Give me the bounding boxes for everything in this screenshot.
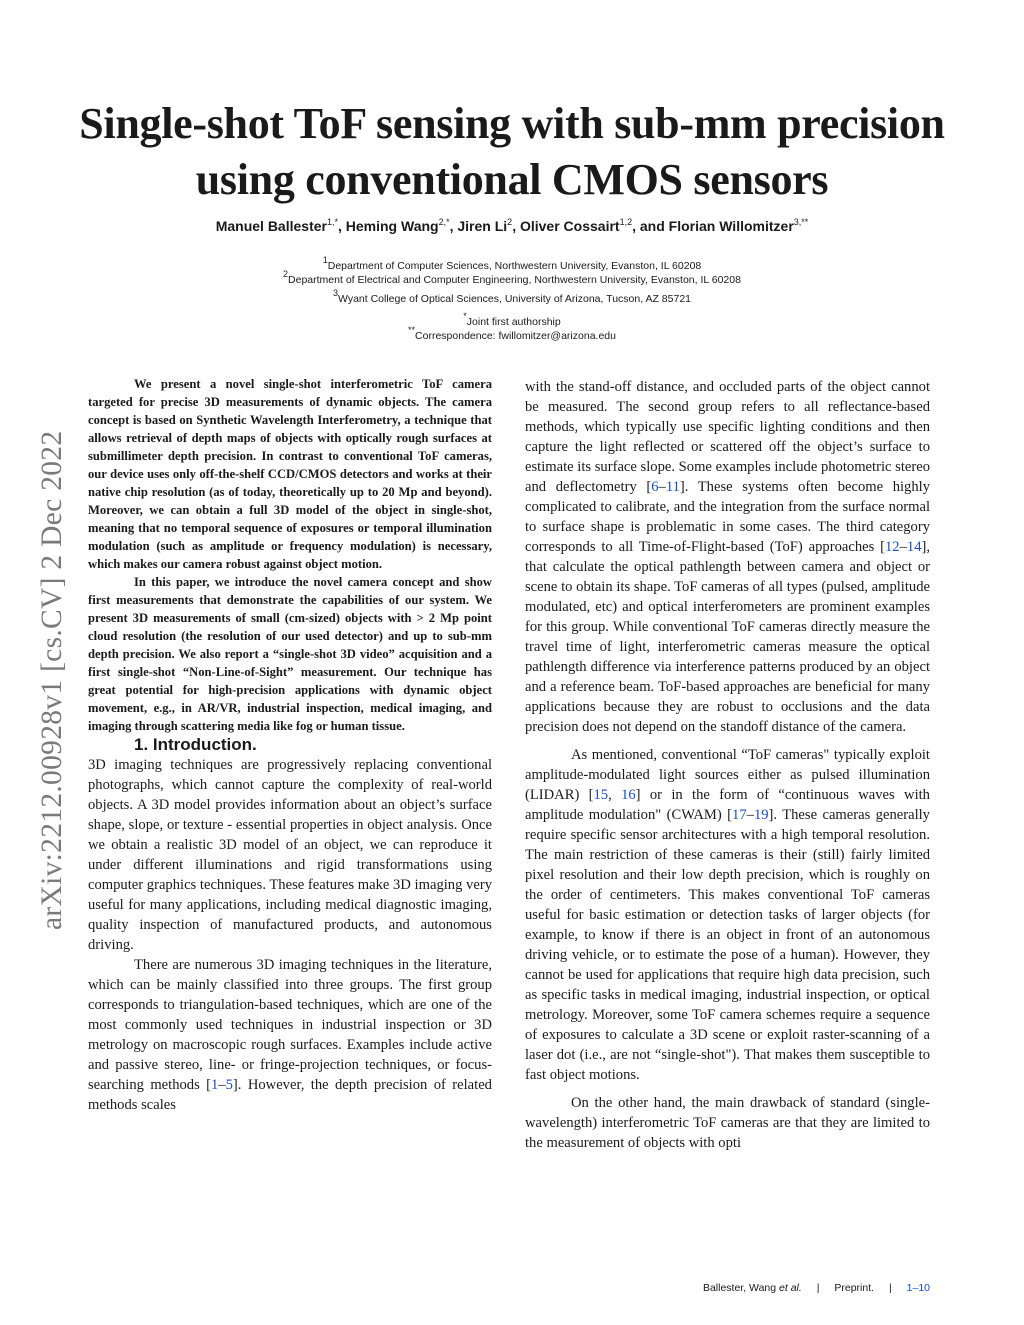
affil-mark: 2 (283, 269, 289, 279)
citation-range-dash: – (218, 1077, 226, 1093)
page-footer (600, 1282, 930, 1294)
paper-title (60, 96, 964, 208)
left-column (88, 375, 492, 1115)
paragraph-text: ], that calculate the optical pathlength between camera and object or scene to obtain its shape. ToF cameras of all types (pulsed, amplitude modulated, etc) and optical interferometers are prominent examples for this group. While conventional ToF cameras directly measure the travel time of light, interferometric cameras measure the optical pathlength difference via interference patterns produced by an object and a reference beam. ToF-based approaches are beneficial for many applications because they are robust to occlusions and the data precision does not depend on the standoff distance of the camera. (525, 539, 930, 735)
affiliation-block-1 (60, 255, 964, 287)
author-name: Oliver Cossairt (519, 218, 620, 234)
abstract (88, 375, 492, 735)
citation-link[interactable]: 5 (225, 1077, 233, 1093)
affil-text: Department of Electrical and Computer Engineering, Northwestern University, Evanston, IL 60208 (288, 274, 741, 286)
author-affil-mark: 2 (507, 217, 513, 227)
affil-text: Department of Computer Sciences, Northwestern University, Evanston, IL 60208 (327, 260, 702, 272)
title-line-2: using conventional CMOS sensors (195, 155, 829, 204)
paragraph-text: ]. These cameras generally require specific sensor architectures with a high temporal resolution. The main restriction of these cameras is their (still) fairly limited pixel resolution and their low depth precision, which is roughly on the order of centimeters. This makes conventional ToF cameras useful for basic estimation or detection tasks of larger objects (for example, to know if there is an object in front of an autonomous driving vehicle, or to estimate the pose of a human). However, they cannot be used for applications that require high data precision, such as specific tasks in medical imaging, industrial inspection, or optical metrology. Moreover, some ToF camera schemes require a sequence of exposures to calculate a 3D scene or exploit raster-scanning of a laser dot (i.e., are not “single-shot"). That makes them susceptible to fast object motions. (525, 807, 930, 1083)
citation-range-dash: – (899, 539, 907, 555)
affiliation-2 (60, 269, 964, 287)
right-paragraph-1 (525, 377, 930, 737)
citation-link[interactable]: 16 (621, 787, 636, 803)
citation-link[interactable]: 11 (665, 479, 680, 495)
note-text: Joint first authorship (466, 316, 561, 328)
paragraph-text: As mentioned, conventional “ToF cameras" typically exploit amplitude-modulated light sources either as pulsed illumination (LIDAR) [ (525, 747, 930, 803)
affiliation-1 (60, 255, 964, 273)
right-paragraph-2 (525, 745, 930, 1085)
citation-range-dash: – (658, 479, 666, 495)
citation-link[interactable]: 12 (885, 539, 900, 555)
author-affil-mark: 1,2 (619, 217, 633, 227)
affiliation-3 (60, 288, 964, 306)
citation-link[interactable]: 6 (651, 479, 659, 495)
citation-link[interactable]: 19 (753, 807, 769, 823)
author-notes (60, 311, 964, 343)
footer-separator: | (816, 1282, 820, 1294)
abstract-paragraph-2: In this paper, we introduce the novel camera concept and show first measurements that demonstrate the capabilities of our system. We present 3D measurements of small (cm-sized) objects with > 2 Mp point cloud resolution (the resolution of our used detector) and up to sub-mm depth precision. We also report a “single-shot 3D video” acquisition and a first single-shot “Non-Line-of-Sight” measurement. Our technique has great potential for high-precision applications with dynamic object movement, e.g., in AR/VR, industrial inspection, medical imaging, and imaging through scattering media like fog or human tissue. (88, 575, 492, 733)
right-paragraph-3: On the other hand, the main drawback of standard (single-wavelength) interferometric ToF cameras are that they are limited to the measurement of objects with opti (525, 1095, 930, 1151)
correspondence-note (60, 325, 964, 343)
citation-range-dash: – (746, 807, 754, 823)
author-name: Heming Wang (345, 218, 439, 234)
footer-authors: Ballester, Wang (702, 1282, 780, 1294)
citation-separator: , (608, 787, 622, 803)
arxiv-stamp: arXiv:2212.00928v1 [cs.CV] 2 Dec 2022 (36, 430, 68, 930)
paragraph-text: ] or in the form of “continuous waves with amplitude modulation" (CWAM) [ (525, 787, 930, 823)
intro-paragraph-2 (88, 955, 492, 1115)
note-mark: ** (408, 325, 416, 335)
affil-mark: 3 (332, 288, 338, 298)
note-mark: * (463, 311, 467, 321)
paragraph-text: There are numerous 3D imaging techniques in the literature, which can be mainly classified into three groups. The first group corresponds to triangulation-based techniques, which are one of the most commonly used techniques in industrial inspection or 3D metrology on macroscopic rough surfaces. Examples include active and passive stereo, line- or fringe-projection techniques, or focus-searching methods [ (88, 957, 492, 1093)
intro-paragraph-1: 3D imaging techniques are progressively replacing conventional photographs, which cannot capture the complexity of real-world objects. A 3D model provides information about an object’s surface shape, slope, or texture - essential properties in object analysis. Once we obtain a realistic 3D model of an object, we can reproduce it under different illuminations and rigid transformations using computer graphics techniques. These features make 3D imaging very useful for many applications, including medical diagnostic imaging, quality inspection of manufactured products, and autonomous driving. (88, 757, 492, 953)
author-affil-mark: 2,* (438, 217, 450, 227)
citation-link[interactable]: 1 (211, 1077, 219, 1093)
author-name: Manuel Ballester (215, 218, 327, 234)
author-list: Manuel Ballester$^{1,*}$, Heming Wang$^{2,*}$, Jiren Li$^2$, Oliver Cossairt$^{1,2}$, and Florian Willomitzer$^{3,**}$ (215, 217, 809, 234)
affil-text: Wyant College of Optical Sciences, University of Arizona, Tucson, AZ 85721 (338, 293, 691, 305)
author-affil-mark: 1,* (326, 217, 338, 227)
title-line-1: Single-shot ToF sensing with sub-mm precision (79, 99, 945, 148)
footer-preprint: Preprint. (834, 1282, 875, 1294)
footer-separator: | (888, 1282, 892, 1294)
section-heading-introduction: 1. Introduction. (134, 735, 257, 754)
author-affil-mark: 3,** (793, 217, 809, 227)
footer-page-range[interactable]: 1–10 (906, 1282, 930, 1294)
paragraph-text: with the stand-off distance, and occluded parts of the object cannot be measured. The second group refers to all reflectance-based methods, which typically use specific lighting conditions and then capture the light reflected or scattered off the object’s surface to estimate its surface slope. Some examples include photometric stereo and deflectometry [ (525, 379, 930, 495)
footer-etal: et al. (779, 1282, 802, 1294)
citation-link[interactable]: 14 (906, 539, 922, 555)
citation-link[interactable]: 17 (732, 807, 747, 823)
joint-authorship-note (60, 311, 964, 329)
paragraph-text: ]. These systems often become highly complicated to calibrate, and the integration from the surface normal to surface shape is problematic in some cases. The third category corresponds to all Time-of-Flight-based (ToF) approaches [ (525, 479, 931, 555)
right-column (525, 377, 930, 1153)
paragraph-text: ]. However, the depth precision of related methods scales (88, 1077, 492, 1113)
citation-link[interactable]: 15 (593, 787, 609, 803)
abstract-paragraph-1: We present a novel single-shot interferometric ToF camera targeted for precise 3D measurements of dynamic objects. The camera concept is based on Synthetic Wavelength Interferometry, a technique that allows retrieval of depth maps of objects with optically rough surfaces at submillimeter depth precision. In contrast to conventional ToF cameras, our device uses only off-the-shelf CCD/CMOS detectors and works at their native chip resolution (as of today, theoretically up to 20 Mp and beyond). Moreover, we can obtain a full 3D model of the object in single-shot, meaning that no temporal sequence of exposures or temporal illumination modulation (such as amplitude or frequency modulation) is necessary, which makes our camera robust against object motion. (88, 377, 492, 571)
author-name: Jiren Li (457, 218, 508, 234)
author-name: Florian Willomitzer (668, 218, 794, 234)
affil-mark: 1 (322, 255, 328, 265)
note-text: Correspondence: fwillomitzer@arizona.edu (415, 330, 616, 342)
